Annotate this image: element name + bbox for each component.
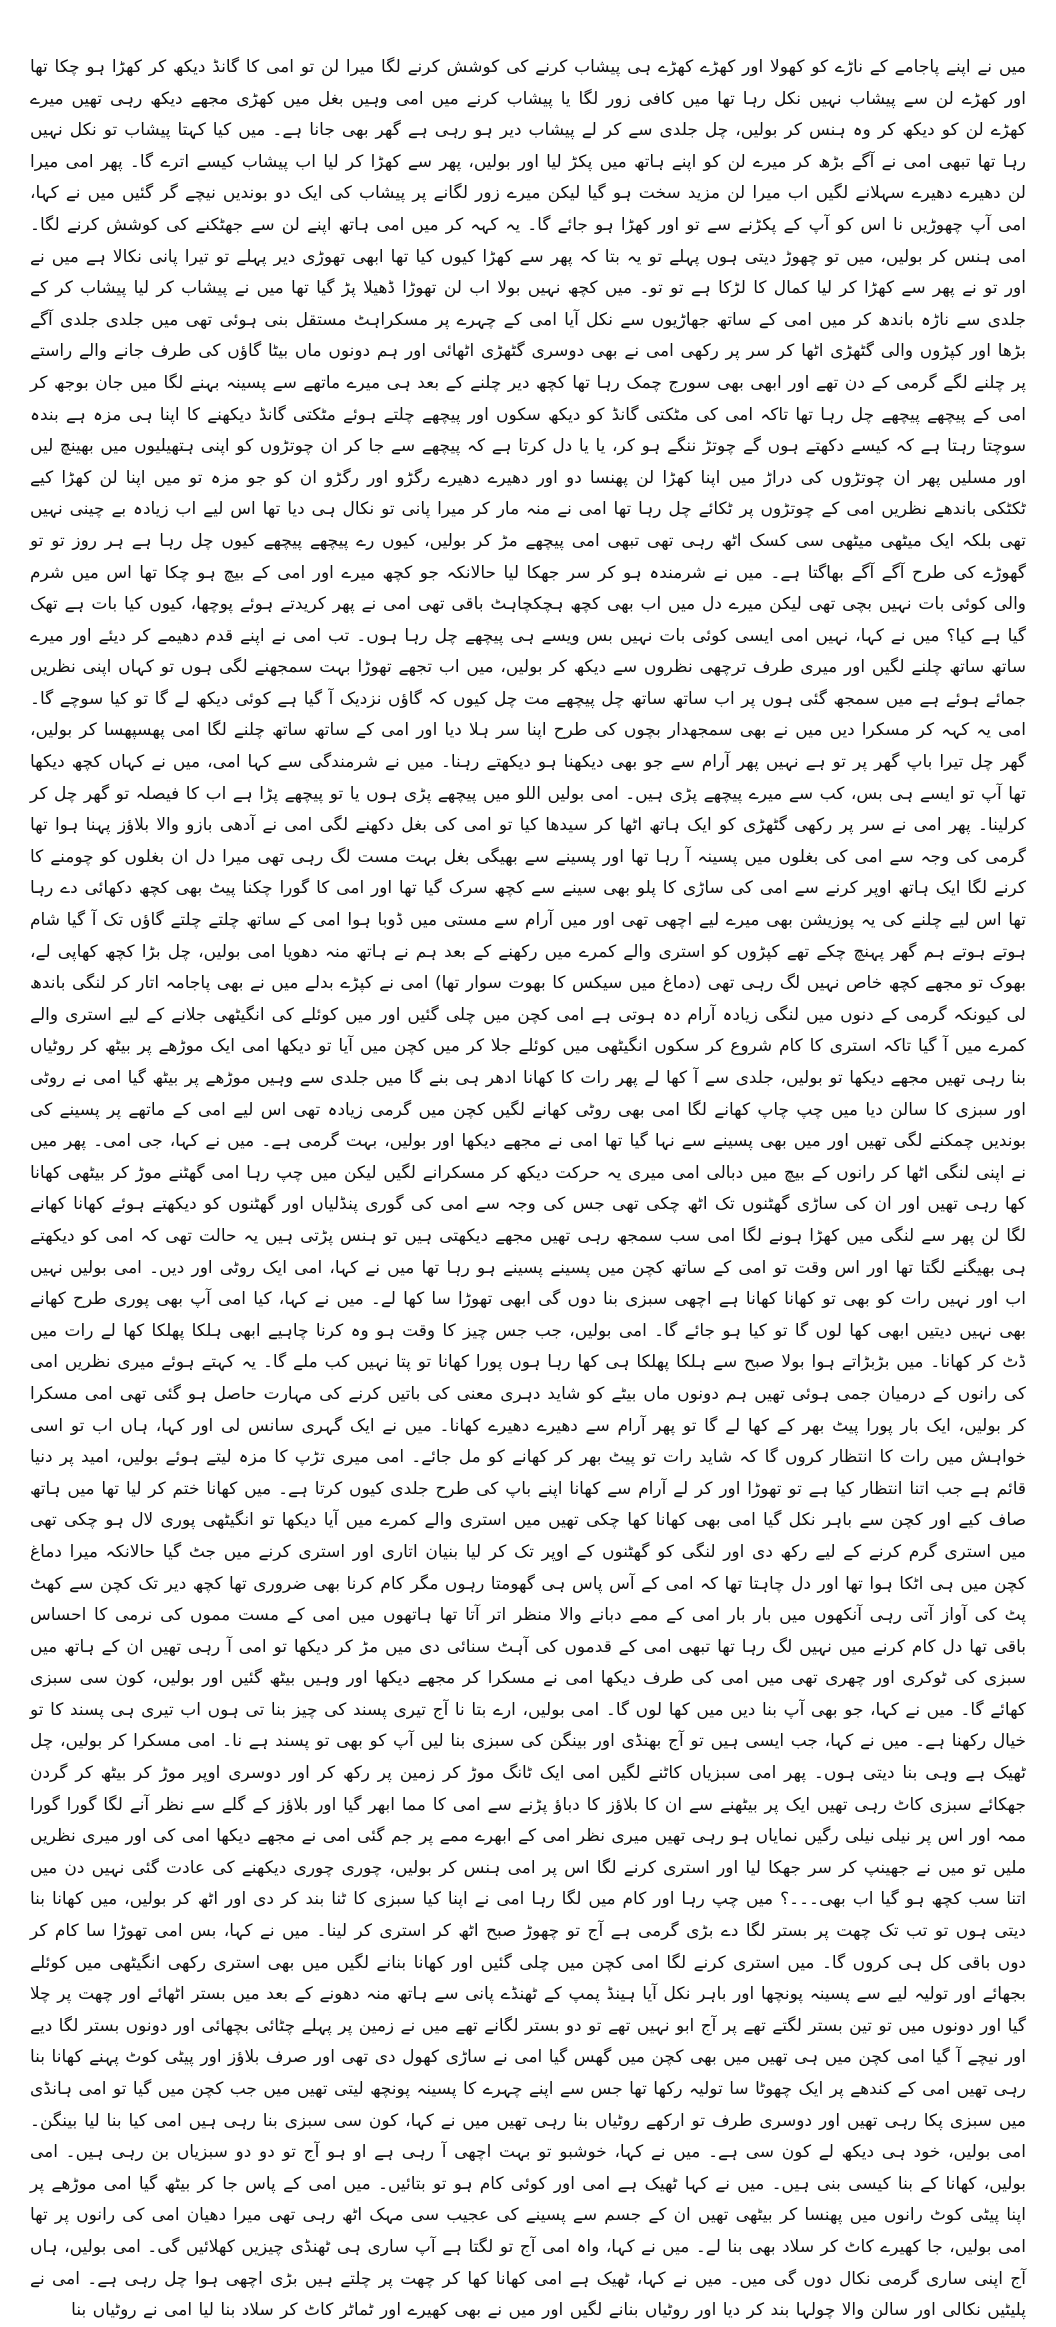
body-text xyxy=(30,52,1026,2321)
paragraph: میں نے اپنے پاجامے کے ناڑے کو کھولا اور کھڑے کھڑے ہی پیشاب کرنے کی کوشش کرنے لگا میرا لن تو امی کا گانڈ دیکھ کر کھڑا ہو چکا تھا اور کھڑے لن سے پیشاب نہیں نکل رہا تھا میں کافی زور لگا یا پیشاب کرنے میں امی وہیں بغل میں کھڑی مجھے دیکھ رہی تھیں میرے کھڑے لن کو دیکھ کر وہ ہنس کر بولیں، چل جلدی سے کر لے پیشاب دیر ہو رہی ہے گھر بھی جانا ہے۔ میں کیا کہتا پیشاب تو نکل نہیں رہا تھا تبھی امی نے آگے بڑھ کر میرے لن کو اپنے ہاتھ میں پکڑ لیا اور بولیں، پھر سے کھڑا کر لیا اب پیشاب کیسے اترے گا۔ پھر امی میرا لن دھیرے دھیرے سہلانے لگیں اب میرا لن مزید سخت ہو گیا لیکن میرے زور لگانے پر پیشاب کی ایک دو بوندیں نیچے گر گئیں میں نے کہا، امی آپ چھوڑیں نا اس کو آپ کے پکڑنے سے تو اور کھڑا ہو جائے گا۔ یہ کہہ کر میں امی ہاتھ اپنے لن سے جھٹکنے کی کوشش کرنے لگا۔ امی ہنس کر بولیں، میں تو چھوڑ دیتی ہوں پہلے تو یہ بتا کہ پھر سے کھڑا کیوں کیا تھا ابھی تھوڑی دیر پہلے تو تیرا پانی نکالا ہے میں نے اور تو نے پھر سے کھڑا کر لیا کمال کا لڑکا ہے تو تو۔ میں کچھ نہیں بولا اب لن تھوڑا ڈھیلا پڑ گیا تھا میں نے پیشاب کر لیا پیشاب کر کے جلدی سے ناڑہ باندھ کر میں امی کے ساتھ جھاڑیوں سے نکل آیا امی کے چہرے پر مسکراہٹ مستقل بنی ہوئی تھی میں جلدی جلدی آگے بڑھا اور کپڑوں والی گٹھڑی اٹھا کر سر پر رکھی امی نے بھی دوسری گٹھڑی اٹھائی اور ہم دونوں ماں بیٹا گاؤں کی طرف جانے والے راستے پر چلنے لگے گرمی کے دن تھے اور ابھی بھی سورج چمک رہا تھا کچھ دیر چلنے کے بعد ہی میرے ماتھے سے پسینہ بہنے لگا میں جان بوجھ کر امی کے پیچھے پیچھے چل رہا تھا تاکہ امی کی مٹکتی گانڈ کو دیکھ سکوں اور پیچھے چلتے ہوئے مٹکتی گانڈ دیکھنے کا اپنا ہی مزہ ہے بندہ سوچتا رہتا ہے کہ کیسے دکھتے ہوں گے چوتڑ ننگے ہو کر، یا یا دل کرتا ہے کہ پیچھے سے جا کر ان چوتڑوں کو اپنی ہتھیلیوں میں بھینچ لیں اور مسلیں پھر ان چوتڑوں کی دراڑ میں اپنا کھڑا لن پھنسا دو اور دھیرے دھیرے رگڑو اور رگڑو ان کو جو مزہ تو میں اپنا لن کھڑا کیے ٹکٹکی باندھے نظریں امی کے چوتڑوں پر ٹکائے چل رہا تھا امی نے منہ مار کر میرا پانی تو نکال ہی دیا تھا اس لیے اب زیادہ بے چینی نہیں تھی بلکہ ایک میٹھی میٹھی سی کسک اٹھ رہی تھی تبھی امی پیچھے مڑ کر بولیں، کیوں رے پیچھے پیچھے کیوں چل رہا ہے ہر روز تو تو گھوڑے کی طرح آگے آگے بھاگتا ہے۔ میں نے شرمندہ ہو کر سر جھکا لیا حالانکہ جو کچھ میرے اور امی کے بیچ ہو چکا تھا اس میں شرم والی کوئی بات نہیں بچی تھی لیکن میرے دل میں اب بھی کچھ ہچکچاہٹ باقی تھی امی نے پھر کریدتے ہوئے پوچھا، کیوں کیا بات ہے تھک گیا ہے کیا؟ میں نے کہا، نہیں امی ایسی کوئی بات نہیں بس ویسے ہی پیچھے چل رہا ہوں۔ تب امی نے اپنے قدم دھیمے کر دیئے اور میرے ساتھ ساتھ چلنے لگیں اور میری طرف ترچھی نظروں سے دیکھ کر بولیں، میں اب تجھے تھوڑا بہت سمجھنے لگی ہوں تو کہاں اپنی نظریں جمائے ہوئے ہے میں سمجھ گئی ہوں پر اب ساتھ ساتھ چل پیچھے مت چل کیوں کہ گاؤں نزدیک آ گیا ہے کوئی دیکھ لے گا تو کیا سوچے گا۔ امی یہ کہہ کر مسکرا دیں میں نے بھی سمجھدار بچوں کی طرح اپنا سر ہلا دیا اور امی کے ساتھ ساتھ چلنے لگا امی پھسپھسا کر بولیں، گھر چل تیرا باپ گھر پر تو ہے نہیں پھر آرام سے جو بھی دیکھنا ہو دیکھتے رہنا۔ میں نے شرمندگی سے کہا امی، میں نے کہاں کچھ دیکھا تھا آپ تو ایسے ہی بس، کب سے میرے پیچھے پڑی ہیں۔ امی بولیں اللو میں پیچھے پڑی ہوں یا تو پیچھے پڑا ہے اب کا فیصلہ تو گھر چل کر کرلینا۔ پھر امی نے سر پر رکھی گٹھڑی کو ایک ہاتھ اٹھا کر سیدھا کیا تو امی کی بغل دکھنے لگی امی نے آدھی بازو والا بلاؤز پہنا ہوا تھا گرمی کی وجہ سے امی کی بغلوں میں پسینہ آ رہا تھا اور پسینے سے بھیگی بغل بہت مست لگ رہی تھی میرا دل ان بغلوں کو چومنے کا کرنے لگا ایک ہاتھ اوپر کرنے سے امی کی ساڑی کا پلو بھی سینے سے کچھ سرک گیا تھا اور امی کا گورا چکنا پیٹ بھی کچھ دکھائی دے رہا تھا اس لیے چلنے کی یہ پوزیشن بھی میرے لیے اچھی تھی اور میں آرام سے مستی میں ڈوبا ہوا امی کے ساتھ چلتے چلتے گاؤں تک آ گیا شام ہوتے ہوتے ہم گھر پہنچ چکے تھے کپڑوں کو استری والے کمرے میں رکھنے کے بعد ہم نے ہاتھ منہ دھویا امی بولیں، چل بڑا کچھ کھاپی لے، بھوک تو مجھے کچھ خاص نہیں لگ رہی تھی (دماغ میں سیکس کا بھوت سوار تھا) امی نے کپڑے بدلے میں نے بھی پاجامہ اتار کر لنگی باندھ لی کیونکہ گرمی کے دنوں میں لنگی زیادہ آرام دہ ہوتی ہے امی کچن میں چلی گئیں اور میں کوئلے کی انگیٹھی جلانے کے لیے استری والے کمرے میں آ گیا تاکہ استری کا کام شروع کر سکوں انگیٹھی میں کوئلے جلا کر میں کچن میں آیا تو دیکھا امی ایک موڑھے پر بیٹھ کر روٹیاں بنا رہی تھیں مجھے دیکھا تو بولیں، جلدی سے آ کھا لے پھر رات کا کھانا ادھر ہی بنے گا میں جلدی سے وہیں موڑھے پر بیٹھ گیا امی نے روٹی اور سبزی کا سالن دیا میں چپ چاپ کھانے لگا امی بھی روٹی کھانے لگیں کچن میں گرمی زیادہ تھی اس لیے امی کے ماتھے پر پسینے کی بوندیں چمکنے لگی تھیں اور میں بھی پسینے سے نہا گیا تھا امی نے مجھے دیکھا اور بولیں، بہت گرمی ہے۔ میں نے کہا، جی امی۔ پھر میں نے اپنی لنگی اٹھا کر رانوں کے بیچ میں دبالی امی میری یہ حرکت دیکھ کر مسکرانے لگیں لیکن میں چپ رہا امی گھٹنے موڑ کر بیٹھی کھانا کھا رہی تھیں اور ان کی ساڑی گھٹنوں تک اٹھ چکی تھی جس کی وجہ سے امی کی گوری پنڈلیاں اور گھٹنوں کو دیکھتے ہوئے کھانا کھانے لگا لن پھر سے لنگی میں کھڑا ہونے لگا امی سب سمجھ رہی تھیں مجھے دیکھتی ہیں تو ہنس پڑتی ہیں یہ حالت تھی کہ امی کو دیکھتے ہی بھیگنے لگتا تھا اور اس وقت تو امی کے ساتھ کچن میں پسینے پسینے ہو رہا تھا میں نے کہا، امی ایک روٹی اور دیں۔ امی بولیں نہیں اب اور نہیں رات کو بھی تو کھانا کھانا ہے اچھی سبزی بنا دوں گی ابھی تھوڑا سا کھا لے۔ میں نے کہا، کیا امی آپ بھی پوری طرح کھانے بھی نہیں دیتیں ابھی کھا لوں گا تو کیا ہو جائے گا۔ امی بولیں، جب جس چیز کا وقت ہو وہ کرنا چاہیے ابھی ہلکا پھلکا کھا لے رات میں ڈٹ کر کھانا۔ میں بڑبڑاتے ہوا بولا صبح سے ہلکا پھلکا ہی کھا رہا ہوں پورا کھانا تو پتا نہیں کب ملے گا۔ یہ کہتے ہوئے میری نظریں امی کی رانوں کے درمیان جمی ہوئی تھیں ہم دونوں ماں بیٹے کو شاید دہری معنی کی باتیں کرنے کی مہارت حاصل ہو گئی تھی امی مسکرا کر بولیں، ایک بار پورا پیٹ بھر کے کھا لے گا تو پھر آرام سے دھیرے دھیرے کھانا۔ میں نے ایک گہری سانس لی اور کہا، ہاں اب تو اسی خواہش میں رات کا انتظار کروں گا کہ شاید رات تو پیٹ بھر کر کھانے کو مل جائے۔ امی میری تڑپ کا مزہ لیتے ہوئے بولیں، امید پر دنیا قائم ہے جب اتنا انتظار کیا ہے تو تھوڑا اور کر لے آرام سے کھانا اپنے باپ کی طرح جلدی کیوں کرتا ہے۔ میں کھانا ختم کر لیا تھا میں ہاتھ صاف کیے اور کچن سے باہر نکل گیا امی بھی کھانا کھا چکی تھیں میں استری والے کمرے میں آیا دیکھا تو انگیٹھی پوری لال ہو چکی تھی میں استری گرم کرنے کے لیے رکھ دی اور لنگی کو گھٹنوں کے اوپر تک کر لیا بنیان اتاری اور استری کرنے میں جٹ گیا حالانکہ میرا دماغ کچن میں ہی اٹکا ہوا تھا اور دل چاہتا تھا کہ امی کے آس پاس ہی گھومتا رہوں مگر کام کرنا بھی ضروری تھا کچھ دیر تک کچن سے کھٹ پٹ کی آواز آتی رہی آنکھوں میں بار بار امی کے ممے دبانے والا منظر اتر آتا تھا ہاتھوں میں امی کے مست مموں کی نرمی کا احساس باقی تھا دل کام کرنے میں نہیں لگ رہا تھا تبھی امی کے قدموں کی آہٹ سنائی دی میں مڑ کر دیکھا تو امی آ رہی تھیں ان کے ہاتھ میں سبزی کی ٹوکری اور چھری تھی میں امی کی طرف دیکھا امی نے مسکرا کر مجھے دیکھا اور وہیں بیٹھ گئیں اور بولیں، کون سی سبزی کھائے گا۔ میں نے کہا، جو بھی آپ بنا دیں میں کھا لوں گا۔ امی بولیں، ارے بتا نا آج تیری پسند کی چیز بنا تی ہوں اب تیری ہی پسند کا تو خیال رکھنا ہے۔ میں نے کہا، جب ایسی ہیں تو آج بھنڈی اور بینگن کی سبزی بنا لیں آپ کو بھی تو پسند ہے نا۔ امی مسکرا کر بولیں، چل ٹھیک ہے وہی بنا دیتی ہوں۔ پھر امی سبزیاں کاٹنے لگیں امی ایک ٹانگ موڑ کر زمین پر رکھ کر اور دوسری اوپر موڑ کر بیٹھ کر گردن جھکائے سبزی کاٹ رہی تھیں ایک پر بیٹھنے سے ان کا بلاؤز کا دباؤ پڑنے سے امی کا مما ابھر گیا اور بلاؤز کے گلے سے نظر آنے لگا گورا گورا ممہ اور اس پر نیلی نیلی رگیں نمایاں ہو رہی تھیں میری نظر امی کے ابھرے ممے پر جم گئی امی نے مجھے دیکھا امی کی اور میری نظریں ملیں تو میں نے جھینپ کر سر جھکا لیا اور استری کرنے لگا اس پر امی ہنس کر بولیں، چوری چوری دیکھنے کی عادت گئی نہیں دن میں اتنا سب کچھ ہو گیا اب بھی۔۔۔؟ میں چپ رہا اور کام میں لگا رہا امی نے اپنا کیا سبزی کا ٹنا بند کر دی اور اٹھ کر بولیں، میں کھانا بنا دیتی ہوں تو تب تک چھت پر بستر لگا دے بڑی گرمی ہے آج تو چھوڑ صبح اٹھ کر استری کر لینا۔ میں نے کہا، بس امی تھوڑا سا کام کر دوں باقی کل ہی کروں گا۔ میں استری کرنے لگا امی کچن میں چلی گئیں اور کھانا بنانے لگیں میں بھی استری رکھی انگیٹھی میں کوئلے بجھائے اور تولیہ لیے سے پسینہ پونچھا اور باہر نکل آیا ہینڈ پمپ کے ٹھنڈے پانی سے ہاتھ منہ دھونے کے بعد میں بستر اٹھائے اور چھت پر چلا گیا اور دونوں میں تو تین بستر لگتے تھے پر آج ابو نہیں تھے تو دو بستر لگانے تھے میں نے زمین پر پہلے چٹائی بچھائی اور دونوں بستر لگا دیے اور نیچے آ گیا امی کچن میں ہی تھیں میں بھی کچن میں گھس گیا امی نے ساڑی کھول دی تھی اور صرف بلاؤز اور پیٹی کوٹ پہنے کھانا بنا رہی تھیں امی کے کندھے پر ایک چھوٹا سا تولیہ رکھا تھا جس سے اپنے چہرے کا پسینہ پونچھ لیتی تھیں میں جب کچن میں گیا تو امی ہانڈی میں سبزی پکا رہی تھیں اور دوسری طرف تو ارکھے روٹیاں بنا رہی تھیں میں نے کہا، کون سی سبزی بنا رہی ہیں امی کیا بنا لیا بینگن۔ امی بولیں، خود ہی دیکھ لے کون سی ہے۔ میں نے کہا، خوشبو تو بہت اچھی آ رہی ہے او ہو آج تو دو دو سبزیاں بن رہی ہیں۔ امی بولیں، کھانا کے بنا کیسی بنی ہیں۔ میں نے کہا ٹھیک ہے امی اور کوئی کام ہو تو بتائیں۔ میں امی کے پاس جا کر بیٹھ گیا امی موڑھے پر اپنا پیٹی کوٹ رانوں میں پھنسا کر بیٹھی تھیں ان کے جسم سے پسینے کی عجیب سی مہک اٹھ رہی تھی میرا دھیان امی کی رانوں پر تھا امی بولیں، جا کھیرے کاٹ کر سلاد بھی بنا لے۔ میں نے کہا، واہ امی آج تو لگتا ہے آپ ساری ہی ٹھنڈی چیزیں کھلائیں گی۔ امی بولیں، ہاں آج اپنی ساری گرمی نکال دوں گی میں۔ میں نے کہا، ٹھیک ہے امی کھانا کھا کر چھت پر چلتے ہیں بڑی اچھی ہوا چل رہی ہے۔ امی نے پلیٹیں نکالی اور سالن والا چولہا بند کر دیا اور روٹیاں بنانے لگیں اور میں نے بھی کھیرے اور ٹماٹر کاٹ کر سلاد بنا لیا امی نے روٹیاں بنا xyxy=(30,57,1026,2321)
